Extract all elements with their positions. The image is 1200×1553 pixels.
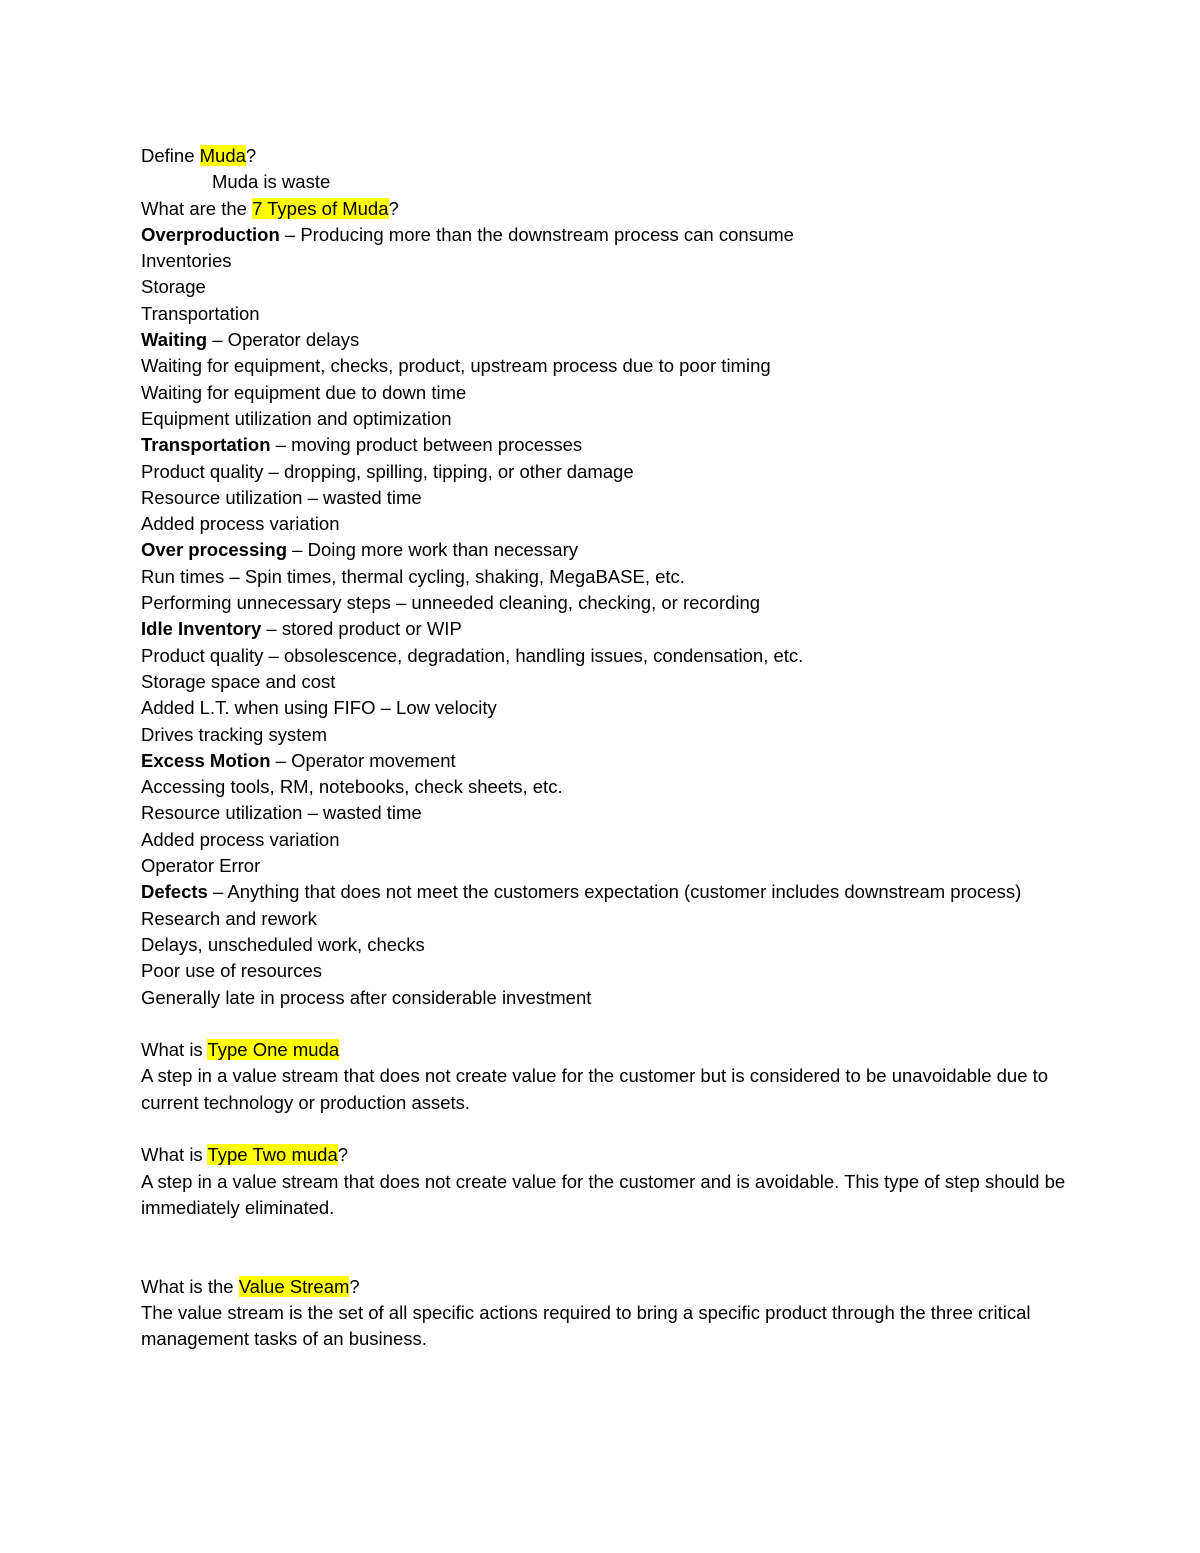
- list-item: Product quality – obsolescence, degradation, handling issues, condensation, etc.: [141, 644, 804, 666]
- list-item: Generally late in process after considerable investment: [141, 986, 592, 1008]
- muda-type-heading: Waiting – Operator delays: [141, 329, 360, 351]
- list-item: Resource utilization – wasted time: [141, 802, 422, 824]
- muda-type-title: Overproduction: [141, 223, 280, 245]
- list-item: Product quality – dropping, spilling, tipping, or other damage: [141, 460, 634, 482]
- answer-define-muda: Muda is waste: [212, 171, 331, 193]
- muda-type-heading: Idle Inventory – stored product or WIP: [141, 618, 462, 640]
- highlighted-term: Muda: [199, 145, 246, 166]
- highlighted-term: Type One muda: [207, 1039, 340, 1061]
- list-item: Poor use of resources: [141, 960, 322, 982]
- muda-type-title: Excess Motion: [141, 749, 271, 771]
- list-item: Added process variation: [141, 828, 340, 850]
- answer-type-two-muda: A step in a value stream that does not create value for the customer and is avoidable. This type of step should be immediately eliminated.: [141, 1170, 1066, 1218]
- highlighted-term: Value Stream: [238, 1275, 350, 1297]
- question-define-muda: Define Muda?: [141, 145, 257, 166]
- answer-type-one-muda: A step in a value stream that does not create value for the customer but is considered to be unavoidable due to current technology or production assets.: [141, 1065, 1049, 1113]
- muda-type-heading: Over processing – Doing more work than necessary: [141, 539, 579, 561]
- list-item: Resource utilization – wasted time: [141, 486, 422, 508]
- list-item: Storage: [141, 276, 206, 298]
- muda-type-title: Defects: [141, 881, 208, 903]
- list-item: Transportation: [141, 302, 260, 324]
- list-item: Added process variation: [141, 513, 340, 535]
- muda-type-heading: Defects – Anything that does not meet the customers expectation (customer includes downstream process): [141, 881, 1022, 903]
- list-item: Equipment utilization and optimization: [141, 407, 452, 429]
- list-item: Storage space and cost: [141, 670, 336, 692]
- muda-type-title: Waiting: [141, 329, 208, 351]
- list-item: Delays, unscheduled work, checks: [141, 933, 425, 955]
- paragraph-spacer: [141, 1011, 1101, 1037]
- list-item: Operator Error: [141, 855, 261, 877]
- highlighted-term: 7 Types of Muda: [252, 197, 389, 219]
- list-item: Waiting for equipment due to down time: [141, 381, 467, 403]
- question-types-of-muda: What are the 7 Types of Muda?: [141, 197, 399, 219]
- list-item: Performing unnecessary steps – unneeded cleaning, checking, or recording: [141, 592, 761, 614]
- document-body: [141, 143, 1101, 1353]
- list-item: Inventories: [141, 250, 232, 272]
- list-item: Research and rework: [141, 907, 317, 929]
- question-type-one-muda: What is Type One muda: [141, 1039, 340, 1061]
- muda-type-heading: Overproduction – Producing more than the downstream process can consume: [141, 223, 794, 245]
- question-value-stream: What is the Value Stream?: [141, 1275, 360, 1297]
- list-item: Drives tracking system: [141, 723, 328, 745]
- list-item: Waiting for equipment, checks, product, upstream process due to poor timing: [141, 355, 771, 377]
- muda-type-title: Over processing: [141, 539, 288, 561]
- list-item: Accessing tools, RM, notebooks, check sheets, etc.: [141, 776, 563, 798]
- question-type-two-muda: What is Type Two muda?: [141, 1144, 349, 1166]
- paragraph-spacer: [141, 1116, 1101, 1142]
- list-item: Added L.T. when using FIFO – Low velocity: [141, 697, 497, 719]
- answer-value-stream: The value stream is the set of all specific actions required to bring a specific product through the three critical management tasks of an business.: [141, 1302, 1031, 1350]
- list-item: Run times – Spin times, thermal cycling, shaking, MegaBASE, etc.: [141, 565, 685, 587]
- muda-type-title: Idle Inventory: [141, 618, 262, 640]
- paragraph-spacer: [141, 1221, 1101, 1274]
- muda-type-heading: Transportation – moving product between processes: [141, 434, 583, 456]
- highlighted-term: Type Two muda: [207, 1144, 338, 1166]
- muda-type-heading: Excess Motion – Operator movement: [141, 749, 456, 771]
- muda-type-title: Transportation: [141, 434, 271, 456]
